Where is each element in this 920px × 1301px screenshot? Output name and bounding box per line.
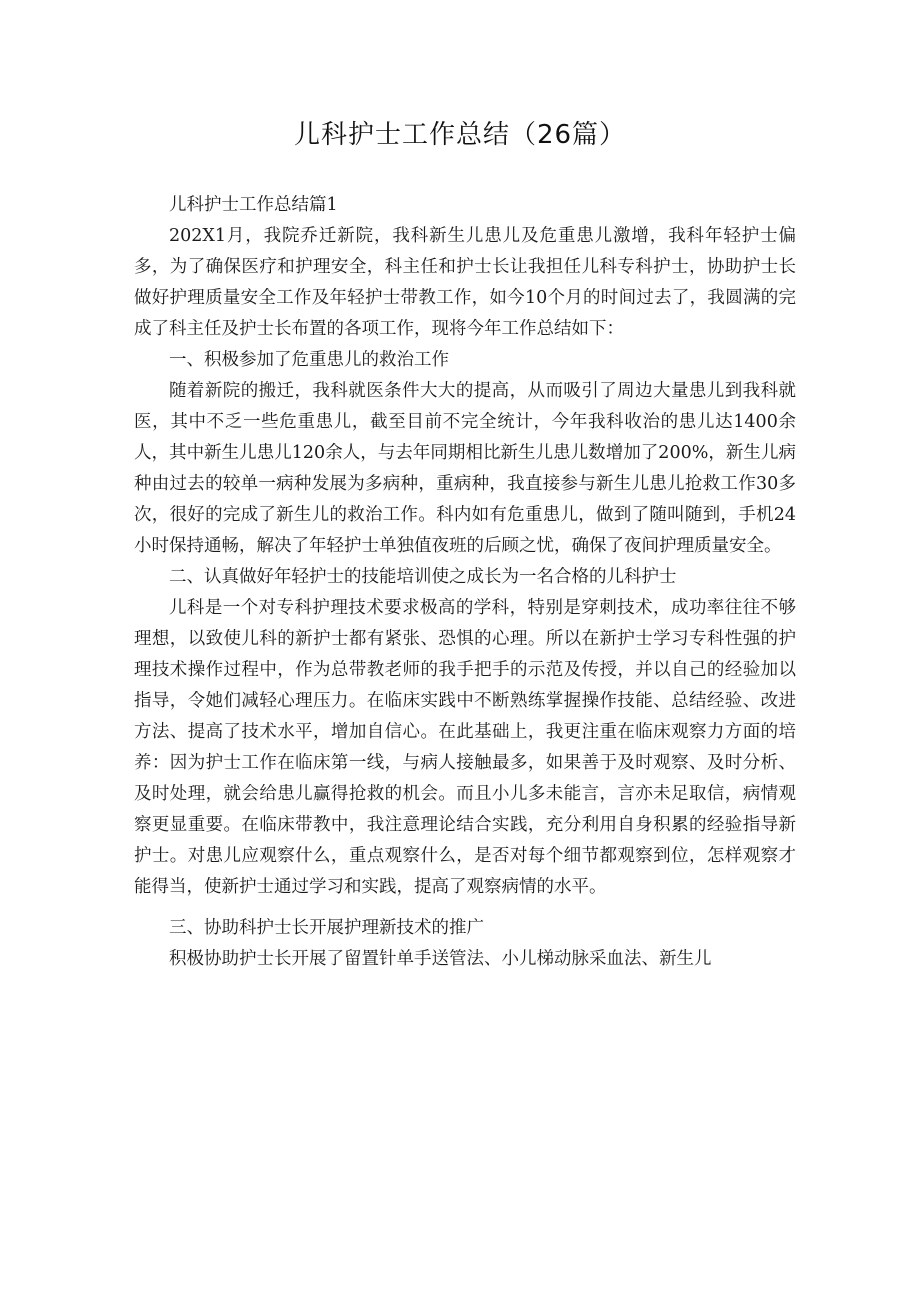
heading-1: 一、积极参加了危重患儿的救治工作 [169,350,449,370]
paragraph-intro: 202X1月，我院乔迁新院，我科新生儿患儿及危重患儿激增，我科年轻护士偏多，为了确保医疗和护理安全，科主任和护士长让我担任儿科专科护士，协助护士长做好护理质量安全工作及年轻护士带教工作，如今10个月的时间过去了，我圆满的完成了科主任及护士长布置的各项工作，现将今年工作总结如下： [134,226,796,339]
section-title: 儿科护士工作总结篇1 [169,195,338,215]
paragraph-1: 随着新院的搬迁，我科就医条件大大的提高，从而吸引了周边大量患儿到我科就医，其中不乏一些危重患儿，截至目前不完全统计，今年我科收治的患儿达1400余人，其中新生儿患儿120余人，与去年同期相比新生儿患儿数增加了200%，新生儿病种由过去的较单一病种发展为多病种，重病种，我直接参与新生儿患儿抢救工作30多次，很好的完成了新生儿的救治工作。科内如有危重患儿，做到了随叫随到，手机24小时保持通畅，解决了年轻护士单独值夜班的后顾之忧，确保了夜间护理质量安全。 [134,381,796,556]
heading-2: 二、认真做好年轻护士的技能培训使之成长为一名合格的儿科护士 [169,567,677,587]
paragraph-3: 积极协助护士长开展了留置针单手送管法、小儿梯动脉采血法、新生儿 [169,949,712,969]
document-body [134,190,796,975]
heading-3: 三、协助科护士长开展护理新技术的推广 [169,918,484,938]
document-title: 儿科护士工作总结（26篇） [293,120,627,150]
paragraph-2: 儿科是一个对专科护理技术要求极高的学科，特别是穿刺技术，成功率往往不够理想，以致使儿科的新护士都有紧张、恐惧的心理。所以在新护士学习专科性强的护理技术操作过程中，作为总带教老师的我手把手的示范及传授，并以自己的经验加以指导，令她们减轻心理压力。在临床实践中不断熟练掌握操作技能、总结经验、改进方法、提高了技术水平，增加自信心。在此基础上，我更注重在临床观察力方面的培养：因为护士工作在临床第一线，与病人接触最多，如果善于及时观察、及时分析、及时处理，就会给患儿赢得抢救的机会。而且小儿多未能言，言亦未足取信，病情观察更显重要。在临床带教中，我注意理论结合实践，充分利用自身积累的经验指导新护士。对患儿应观察什么，重点观察什么，是否对每个细节都观察到位，怎样观察才能得当，使新护士通过学习和实践，提高了观察病情的水平。 [134,598,796,897]
